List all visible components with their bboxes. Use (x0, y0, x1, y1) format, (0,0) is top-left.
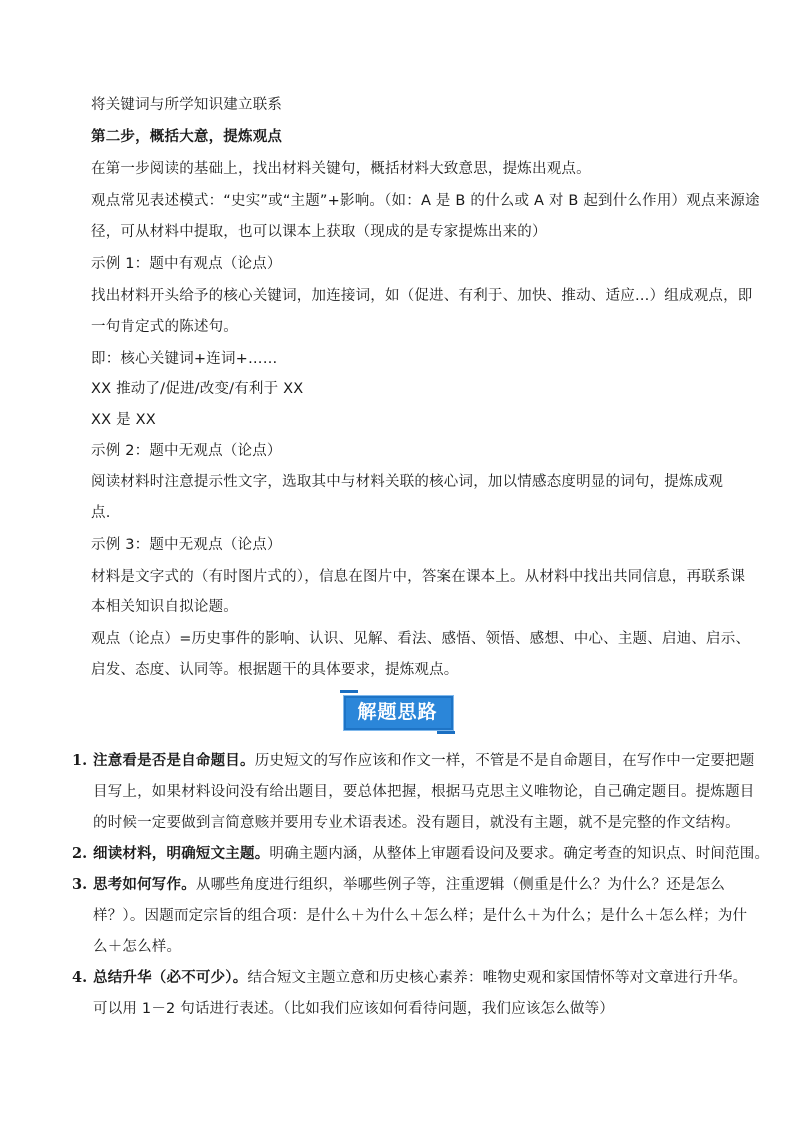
item-number: 2. (72, 845, 88, 862)
section-banner (340, 690, 455, 734)
item-lead: 细读材料，明确短文主题。 (93, 846, 270, 862)
text-line: 在第一步阅读的基础上，找出材料关键句，概括材料大致意思，提炼出观点。 (91, 161, 591, 177)
item-text: 样？）。因题而定宗旨的组合项：是什么＋为什么＋怎么样；是什么＋为什么；是什么＋怎么样；为什 (93, 908, 748, 924)
example-heading: 示例 3：题中无观点（论点） (91, 537, 282, 553)
item-lead: 注意看是否是自命题目。 (93, 753, 255, 769)
text-line: XX 推动了/促进/改变/有利于 XX (91, 381, 304, 397)
text-line: 径，可从材料中提取，也可以课本上获取（现成的是专家提炼出来的） (91, 224, 547, 240)
list-item (93, 968, 747, 988)
banner-accent (437, 731, 455, 734)
item-number: 4. (72, 969, 88, 986)
item-number: 1. (72, 752, 88, 769)
section-heading: 第二步，概括大意，提炼观点 (91, 129, 283, 145)
example-heading: 示例 2：题中无观点（论点） (91, 443, 282, 459)
banner-title: 解题思路 (357, 701, 438, 723)
item-number: 3. (72, 876, 88, 893)
item-text: 的时候一定要做到言简意赅并要用专业术语表述。没有题目，就没有主题，就不是完整的作文结构。 (93, 815, 740, 831)
text-line: 将关键词与所学知识建立联系 (91, 97, 283, 113)
text-line: 启发、态度、认同等。根据题干的具体要求，提炼观点。 (91, 662, 459, 678)
text-line: 观点常见表述模式：“史实”或“主题”+影响。（如：A 是 B 的什么或 A 对 B 起到什么作用）观点来源途 (91, 193, 760, 209)
text-line: 观点（论点）=历史事件的影响、认识、见解、看法、感悟、领悟、感想、中心、主题、启迪、启示、 (91, 631, 751, 647)
item-text: 结合短文主题立意和历史核心素养：唯物史观和家国情怀等对文章进行升华。 (247, 970, 748, 986)
text-line: 阅读材料时注意提示性文字，选取其中与材料关联的核心词，加以情感态度明显的词句，提炼成观 (91, 474, 724, 490)
item-text: 么＋怎么样。 (93, 939, 182, 955)
example-heading: 示例 1：题中有观点（论点） (91, 256, 282, 272)
text-line: 材料是文字式的（有时图片式的），信息在图片中，答案在课本上。从材料中找出共同信息，再联系课 (91, 569, 746, 585)
item-lead: 思考如何写作。 (93, 877, 196, 893)
text-line: 找出材料开头给予的核心关键词，加连接词，如（促进、有利于、加快、推动、适应…）组成观点，即 (91, 288, 753, 304)
text-line: 本相关知识自拟论题。 (91, 599, 238, 615)
list-item (93, 875, 725, 895)
item-text: 明确主题内涵，从整体上审题看设问及要求。确定考查的知识点、时间范围。 (269, 846, 770, 862)
text-line: 即：核心关键词+连词+…… (91, 351, 278, 367)
text-line: XX 是 XX (91, 412, 156, 428)
list-item (93, 844, 769, 864)
text-line: 点. (91, 505, 111, 521)
item-text: 历史短文的写作应该和作文一样，不管是不是自命题目，在写作中一定要把题 (254, 753, 755, 769)
item-text: 目写上，如果材料设问没有给出题目，要总体把握，根据马克思主义唯物论，自己确定题目。提炼题目 (93, 784, 755, 800)
list-item (93, 751, 755, 771)
text-line: 一句肯定式的陈述句。 (91, 319, 238, 335)
item-text: 从哪些角度进行组织，举哪些例子等，注重逻辑（侧重是什么？为什么？还是怎么 (195, 877, 726, 893)
item-lead: 总结升华（必不可少）。 (93, 970, 248, 986)
banner-accent (340, 690, 358, 693)
item-text: 可以用 1－2 句话进行表述。（比如我们应该如何看待问题，我们应该怎么做等） (93, 1001, 615, 1017)
